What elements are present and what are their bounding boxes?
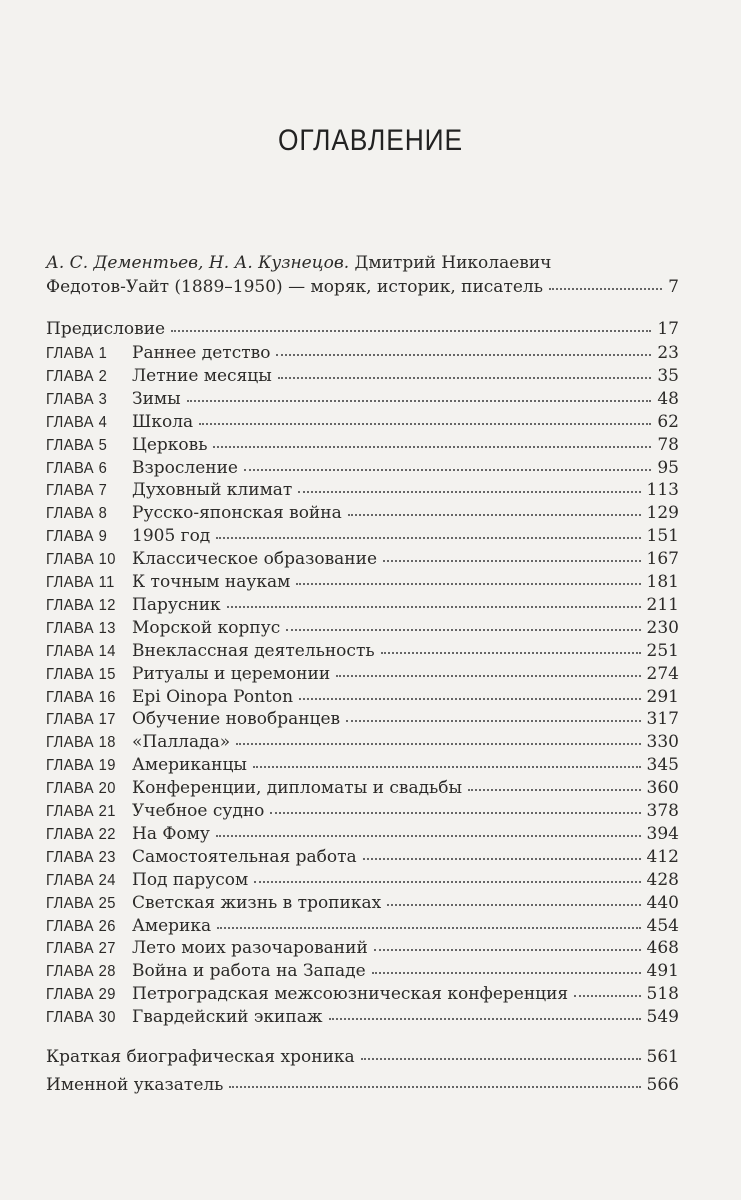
chapter-title: Американцы [132, 755, 247, 776]
chapter-label: ГЛАВА 15 [46, 665, 116, 683]
entry-title: Краткая биографическая хроника [46, 1047, 355, 1067]
chapter-title: Epi Oinopa Ponton [132, 686, 294, 707]
chapter-title: Летние месяцы [132, 365, 272, 386]
chapter-title: Ритуалы и церемонии [132, 663, 331, 684]
chapter-label: ГЛАВА 2 [46, 367, 108, 385]
toc-entry-back-matter[interactable] [46, 1074, 679, 1098]
chapter-label: ГЛАВА 18 [46, 734, 116, 752]
dot-leader [296, 569, 640, 585]
dot-leader [276, 340, 651, 356]
chapter-label: ГЛАВА 10 [46, 551, 116, 569]
dot-leader [270, 798, 640, 814]
chapter-label: ГЛАВА 30 [46, 1009, 116, 1027]
page-number: 360 [646, 778, 679, 799]
chapter-title: Война и работа на Западе [132, 961, 366, 982]
chapter-label: ГЛАВА 8 [46, 505, 108, 523]
page-number: 129 [646, 503, 679, 524]
page-title: ОГЛАВЛЕНИЕ [278, 124, 463, 157]
page-number: 274 [646, 663, 679, 684]
page-number: 78 [657, 434, 679, 455]
dot-leader [253, 752, 641, 768]
chapter-title: Самостоятельная работа [132, 846, 357, 867]
chapter-label: ГЛАВА 26 [46, 917, 116, 935]
entry-title: Именной указатель [46, 1075, 224, 1095]
chapter-title: Взросление [132, 457, 238, 478]
chapter-title: Петроградская межсоюзническая конференция [132, 984, 569, 1005]
dot-leader [217, 913, 640, 929]
entry-title: Предисловие [46, 319, 166, 339]
dot-leader [171, 316, 651, 332]
page-number: 561 [646, 1047, 679, 1067]
toc-entry-back-matter[interactable] [46, 1046, 679, 1070]
chapter-label: ГЛАВА 29 [46, 986, 116, 1004]
page-number: 7 [668, 277, 679, 297]
dot-leader [363, 844, 641, 860]
intro-line-1 [46, 252, 686, 274]
dot-leader [298, 477, 640, 493]
dot-leader [574, 981, 640, 997]
chapter-title: Раннее детство [132, 343, 271, 363]
page-number: 181 [646, 572, 679, 592]
dot-leader [329, 1004, 641, 1020]
chapter-title: На Фому [132, 823, 210, 844]
chapter-label: ГЛАВА 27 [46, 940, 116, 958]
chapter-title: 1905 год [132, 526, 211, 547]
chapter-label: ГЛАВА 1 [46, 345, 108, 362]
page-number: 412 [646, 846, 679, 867]
chapter-title: Школа [132, 411, 194, 432]
chapter-title: Обучение новобранцев [132, 709, 341, 730]
dot-leader [299, 684, 640, 700]
dot-leader [468, 775, 640, 791]
dot-leader [383, 546, 641, 562]
page-number: 549 [646, 1007, 679, 1028]
chapter-title: Внеклассная деятельность [132, 640, 375, 661]
page-number: 291 [646, 686, 679, 707]
toc-entry-intro[interactable] [46, 276, 679, 300]
dot-leader [336, 661, 640, 677]
chapter-label: ГЛАВА 28 [46, 963, 116, 981]
page-number: 62 [657, 411, 679, 432]
dot-leader [372, 958, 641, 974]
chapter-label: ГЛАВА 25 [46, 894, 116, 912]
chapter-label: ГЛАВА 13 [46, 619, 116, 637]
dot-leader [361, 1044, 641, 1060]
chapter-label: ГЛАВА 14 [46, 642, 116, 660]
dot-leader [254, 867, 640, 883]
dot-leader [348, 500, 641, 516]
chapter-label: ГЛАВА 5 [46, 436, 108, 454]
page-number: 23 [657, 343, 679, 363]
toc-entry-preface[interactable] [46, 318, 679, 342]
chapter-label: ГЛАВА 20 [46, 780, 116, 798]
chapter-title: Учебное судно [132, 801, 265, 821]
dot-leader [187, 386, 652, 402]
page-number: 167 [646, 549, 679, 570]
page-number: 378 [646, 801, 679, 821]
chapter-label: ГЛАВА 3 [46, 390, 108, 408]
chapter-title: Русско-японская война [132, 503, 342, 524]
chapter-title: Америка [132, 915, 212, 936]
chapter-title: Зимы [132, 388, 181, 409]
page-number: 211 [646, 594, 679, 615]
page-number: 345 [646, 755, 679, 776]
chapter-title: Под парусом [132, 869, 249, 890]
intro-title-line-2: Федотов-Уайт (1889–1950) — моряк, историк, писатель [46, 277, 543, 297]
dot-leader [229, 1072, 640, 1088]
dot-leader [236, 729, 640, 745]
page-number: 428 [646, 869, 679, 890]
page-number: 151 [646, 526, 679, 547]
chapter-title: «Паллада» [132, 732, 231, 753]
chapter-label: ГЛАВА 11 [46, 574, 115, 591]
dot-leader [346, 706, 640, 722]
chapter-label: ГЛАВА 24 [46, 871, 116, 889]
dot-leader [387, 890, 640, 906]
page-number: 440 [646, 892, 679, 913]
intro-title-line-1: Дмитрий Николаевич [349, 253, 552, 273]
page-number: 35 [657, 365, 679, 386]
chapter-label: ГЛАВА 22 [46, 825, 116, 843]
dot-leader [374, 935, 641, 951]
chapter-title: Классическое образование [132, 549, 378, 570]
page-number: 566 [646, 1075, 679, 1095]
page-number: 518 [646, 984, 679, 1005]
chapter-label: ГЛАВА 21 [46, 803, 116, 820]
chapter-title: Церковь [132, 434, 208, 455]
dot-leader [244, 455, 651, 471]
dot-leader [549, 274, 662, 290]
chapter-title: Лето моих разочарований [132, 938, 368, 959]
page-number: 330 [646, 732, 679, 753]
dot-leader [381, 638, 641, 654]
page-number: 95 [657, 457, 679, 478]
intro-authors: А. С. Дементьев, Н. А. Кузнецов. [46, 253, 350, 273]
dot-leader [227, 592, 641, 608]
chapter-label: ГЛАВА 17 [46, 711, 116, 729]
chapter-title: Парусник [132, 594, 221, 615]
chapter-title: Светская жизнь в тропиках [132, 892, 382, 913]
page-number: 17 [657, 319, 679, 339]
dot-leader [286, 615, 640, 631]
page-number: 113 [646, 480, 679, 501]
chapter-title: Духовный климат [132, 480, 293, 501]
chapter-label: ГЛАВА 16 [46, 688, 116, 706]
chapter-label: ГЛАВА 19 [46, 757, 116, 775]
chapter-label: ГЛАВА 6 [46, 459, 108, 477]
toc-entry-chapter[interactable] [46, 1006, 679, 1030]
chapter-title: Конференции, дипломаты и свадьбы [132, 778, 463, 799]
chapter-title: К точным наукам [132, 572, 291, 592]
chapter-label: ГЛАВА 23 [46, 848, 116, 866]
page-number: 251 [646, 640, 679, 661]
chapter-label: ГЛАВА 7 [46, 482, 108, 500]
chapter-title: Гвардейский экипаж [132, 1007, 323, 1028]
page-number: 454 [646, 915, 679, 936]
page-number: 491 [646, 961, 679, 982]
dot-leader [216, 523, 640, 539]
page-number: 317 [646, 709, 679, 730]
dot-leader [216, 821, 641, 837]
dot-leader [213, 432, 651, 448]
chapter-label: ГЛАВА 12 [46, 596, 116, 614]
page-number: 48 [657, 388, 679, 409]
chapter-title: Морской корпус [132, 617, 281, 638]
page-number: 394 [646, 823, 679, 844]
chapter-label: ГЛАВА 9 [46, 528, 108, 546]
dot-leader [199, 409, 651, 425]
chapter-label: ГЛАВА 4 [46, 413, 108, 431]
dot-leader [278, 363, 652, 379]
page-number: 230 [646, 617, 679, 638]
page-number: 468 [646, 938, 679, 959]
